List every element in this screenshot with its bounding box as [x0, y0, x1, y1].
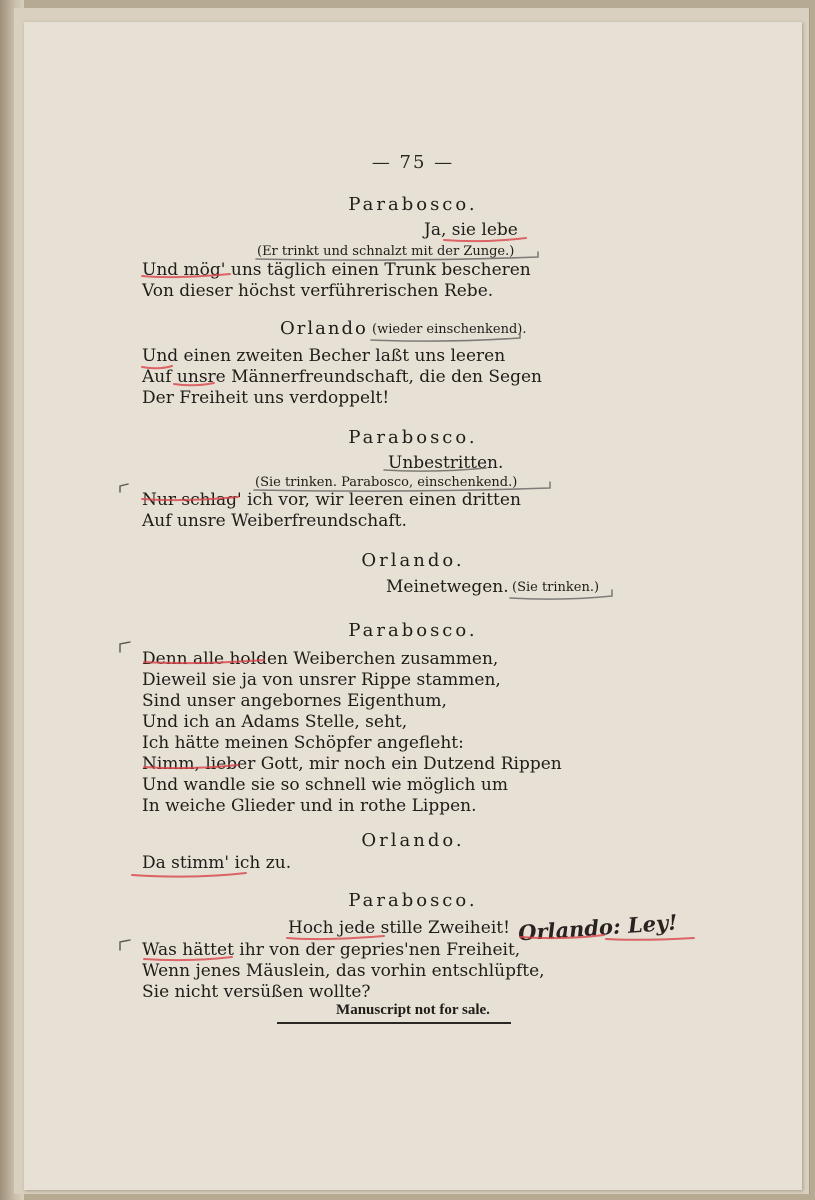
pencil-tick-mark	[120, 940, 130, 950]
stage-direction: (Er trinkt und schnalzt mit der Zunge.)	[257, 244, 515, 259]
verse-line: Auf unsre Weiberfreundschaft.	[142, 511, 407, 531]
verse-lines	[142, 649, 562, 817]
speaker-name: Parabosco.	[348, 194, 478, 215]
speaker-name: Parabosco.	[348, 890, 478, 911]
stage-direction: (wieder einschenkend).	[372, 322, 527, 337]
verse-line: Und mög' uns täglich einen Trunk bescheren	[142, 260, 531, 280]
speaker-name: Parabosco.	[348, 620, 478, 641]
speaker-name: Orlando.	[361, 550, 465, 571]
verse-line: Von dieser höchst verführerischen Rebe.	[142, 281, 494, 301]
dialogue-reply: Unbestritten.	[388, 453, 504, 473]
verse-line: Dieweil sie ja von unsrer Rippe stammen,	[142, 670, 501, 690]
verse-line: Und einen zweiten Becher laßt uns leeren	[142, 346, 506, 366]
pencil-tick-mark	[120, 484, 128, 492]
speaker-name: Orlando.	[361, 830, 465, 851]
verse-line: Und ich an Adams Stelle, seht,	[142, 712, 408, 732]
stage-direction: (Sie trinken. Parabosco, einschenkend.)	[255, 475, 518, 490]
verse-line: Sie nicht versüßen wollte?	[142, 982, 371, 1002]
verse-line: Auf unsre Männerfreundschaft, die den Segen	[142, 367, 542, 387]
footer-notice: Manuscript not for sale.	[336, 1002, 490, 1018]
verse-lines	[142, 853, 291, 874]
pencil-tick-mark	[120, 642, 130, 652]
handwritten-annotation: Orlando: Ley!	[517, 909, 679, 946]
verse-line: Nimm, lieber Gott, mir noch ein Dutzend Rippen	[142, 754, 562, 774]
dialogue-reply: Ja, sie lebe	[424, 220, 518, 240]
verse-line: Was hättet ihr von der gepries'nen Freiheit,	[142, 940, 521, 960]
verse-line: Sind unser angebornes Eigenthum,	[142, 691, 447, 711]
verse-lines	[142, 490, 521, 532]
verse-line: Und wandle sie so schnell wie möglich um	[142, 775, 508, 795]
book-page	[24, 22, 802, 1190]
dialogue-reply: Hoch jede stille Zweiheit!	[288, 918, 510, 938]
stage-direction: (Sie trinken.)	[512, 580, 600, 595]
verse-line: Nur schlag' ich vor, wir leeren einen dritten	[142, 490, 521, 510]
footer-rule	[277, 1022, 511, 1024]
dialogue-reply: Meinetwegen.	[386, 577, 509, 597]
verse-lines	[142, 940, 545, 1003]
verse-line: Denn alle holden Weiberchen zusammen,	[142, 649, 499, 669]
verse-line: Da stimm' ich zu.	[142, 853, 292, 873]
speaker-name: Orlando	[280, 318, 368, 339]
verse-line: Ich hätte meinen Schöpfer angefleht:	[142, 733, 464, 753]
verse-line: Der Freiheit uns verdoppelt!	[142, 388, 390, 408]
verse-line: In weiche Glieder und in rothe Lippen.	[142, 796, 477, 816]
page-number: — 75 —	[371, 152, 455, 173]
speaker-name: Parabosco.	[348, 427, 478, 448]
verse-line: Wenn jenes Mäuslein, das vorhin entschlüpfte,	[142, 961, 545, 981]
verse-lines	[142, 346, 542, 409]
verse-lines	[142, 260, 531, 302]
